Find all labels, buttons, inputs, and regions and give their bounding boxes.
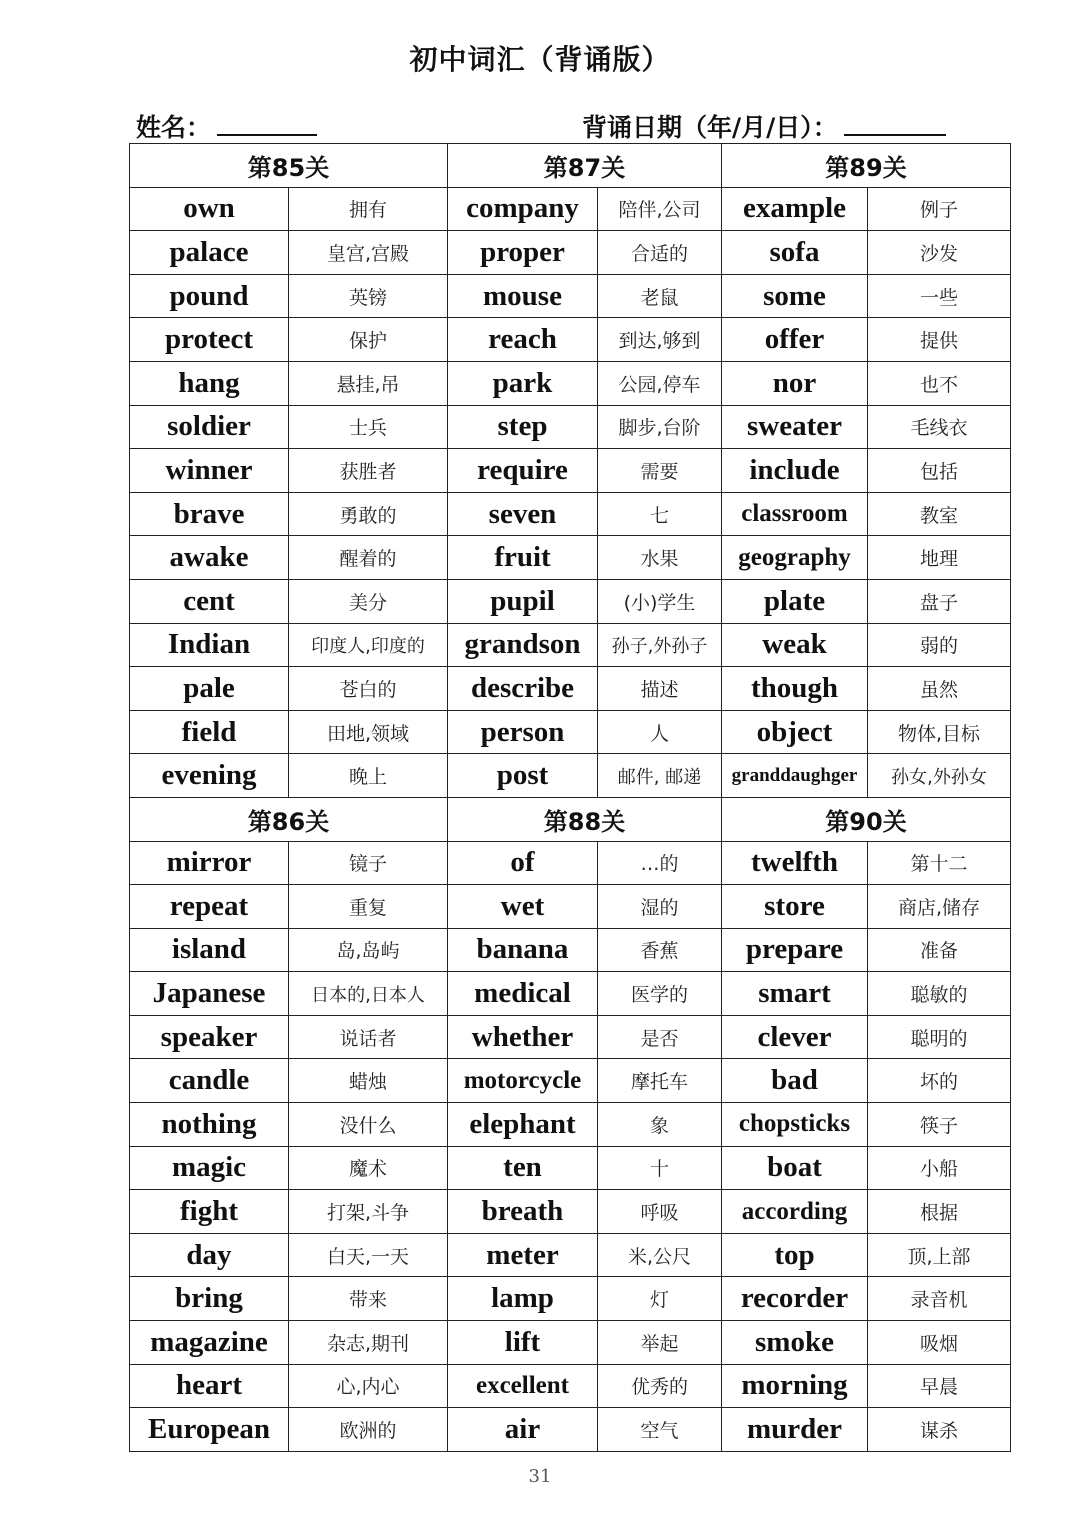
- vocab-row: [130, 754, 1011, 798]
- english-word: grandson: [448, 623, 598, 667]
- chinese-meaning: 商店,储存: [868, 885, 1011, 929]
- vocab-row: [130, 361, 1011, 405]
- english-word: object: [722, 710, 868, 754]
- vocab-row: [130, 667, 1011, 711]
- chinese-meaning: 提供: [868, 318, 1011, 362]
- chinese-meaning: 优秀的: [598, 1364, 722, 1408]
- vocab-row: [130, 492, 1011, 536]
- chinese-meaning: 湿的: [598, 885, 722, 929]
- chinese-meaning: 医学的: [598, 972, 722, 1016]
- chinese-meaning: 岛,岛屿: [289, 928, 448, 972]
- chinese-meaning: 田地,领域: [289, 710, 448, 754]
- chinese-meaning: 谋杀: [868, 1408, 1011, 1452]
- chinese-meaning: 保护: [289, 318, 448, 362]
- english-word: boat: [722, 1146, 868, 1190]
- chinese-meaning: 魔术: [289, 1146, 448, 1190]
- chinese-meaning: 没什么: [289, 1103, 448, 1147]
- chinese-meaning: 第十二: [868, 841, 1011, 885]
- chinese-meaning: 也不: [868, 361, 1011, 405]
- page-title: 初中词汇（背诵版）: [409, 43, 671, 76]
- english-word: heart: [130, 1364, 289, 1408]
- english-word: palace: [130, 231, 289, 275]
- chinese-meaning: 公园,停车: [598, 361, 722, 405]
- english-word: park: [448, 361, 598, 405]
- vocab-row: [130, 318, 1011, 362]
- vocab-row: [130, 1103, 1011, 1147]
- chinese-meaning: 弱的: [868, 623, 1011, 667]
- english-word: soldier: [130, 405, 289, 449]
- english-word: island: [130, 928, 289, 972]
- chinese-meaning: 早晨: [868, 1364, 1011, 1408]
- chinese-meaning: (小)学生: [598, 579, 722, 623]
- english-word: breath: [448, 1190, 598, 1234]
- vocab-row: [130, 1015, 1011, 1059]
- english-word: clever: [722, 1015, 868, 1059]
- english-word: granddaughger: [722, 754, 868, 798]
- english-word: winner: [130, 449, 289, 493]
- name-field: [136, 108, 317, 144]
- english-word: weak: [722, 623, 868, 667]
- vocab-row: [130, 1233, 1011, 1277]
- english-word: lamp: [448, 1277, 598, 1321]
- date-blank[interactable]: [844, 133, 946, 136]
- chinese-meaning: 苍白的: [289, 667, 448, 711]
- english-word: fruit: [448, 536, 598, 580]
- vocab-row: [130, 536, 1011, 580]
- english-word: some: [722, 274, 868, 318]
- english-word: motorcycle: [448, 1059, 598, 1103]
- chinese-meaning: 白天,一天: [289, 1233, 448, 1277]
- vocab-row: [130, 231, 1011, 275]
- vocab-row: [130, 885, 1011, 929]
- english-word: geography: [722, 536, 868, 580]
- name-label: 姓名：: [136, 113, 212, 142]
- chinese-meaning: 聪明的: [868, 1015, 1011, 1059]
- vocab-row: [130, 1190, 1011, 1234]
- vocab-row: [130, 972, 1011, 1016]
- english-word: company: [448, 187, 598, 231]
- english-word: cent: [130, 579, 289, 623]
- chinese-meaning: 蜡烛: [289, 1059, 448, 1103]
- chinese-meaning: 摩托车: [598, 1059, 722, 1103]
- english-word: according: [722, 1190, 868, 1234]
- english-word: magazine: [130, 1321, 289, 1365]
- chinese-meaning: 录音机: [868, 1277, 1011, 1321]
- chinese-meaning: 印度人,印度的: [289, 623, 448, 667]
- chinese-meaning: 地理: [868, 536, 1011, 580]
- english-word: recorder: [722, 1277, 868, 1321]
- level-header: 第89关: [722, 144, 1011, 188]
- english-word: magic: [130, 1146, 289, 1190]
- english-word: whether: [448, 1015, 598, 1059]
- chinese-meaning: 十: [598, 1146, 722, 1190]
- english-word: of: [448, 841, 598, 885]
- chinese-meaning: 空气: [598, 1408, 722, 1452]
- chinese-meaning: 例子: [868, 187, 1011, 231]
- english-word: proper: [448, 231, 598, 275]
- level-header: 第86关: [130, 797, 448, 841]
- chinese-meaning: 呼吸: [598, 1190, 722, 1234]
- chinese-meaning: 需要: [598, 449, 722, 493]
- vocab-row: [130, 1059, 1011, 1103]
- chinese-meaning: 物体,目标: [868, 710, 1011, 754]
- english-word: require: [448, 449, 598, 493]
- chinese-meaning: 虽然: [868, 667, 1011, 711]
- chinese-meaning: 美分: [289, 579, 448, 623]
- chinese-meaning: 醒着的: [289, 536, 448, 580]
- chinese-meaning: 人: [598, 710, 722, 754]
- chinese-meaning: 教室: [868, 492, 1011, 536]
- english-word: pupil: [448, 579, 598, 623]
- english-word: sweater: [722, 405, 868, 449]
- english-word: own: [130, 187, 289, 231]
- english-word: fight: [130, 1190, 289, 1234]
- english-word: murder: [722, 1408, 868, 1452]
- chinese-meaning: 是否: [598, 1015, 722, 1059]
- english-word: plate: [722, 579, 868, 623]
- english-word: lift: [448, 1321, 598, 1365]
- chinese-meaning: 灯: [598, 1277, 722, 1321]
- english-word: speaker: [130, 1015, 289, 1059]
- english-word: excellent: [448, 1364, 598, 1408]
- chinese-meaning: 沙发: [868, 231, 1011, 275]
- english-word: European: [130, 1408, 289, 1452]
- chinese-meaning: 皇宫,宫殿: [289, 231, 448, 275]
- chinese-meaning: 镜子: [289, 841, 448, 885]
- name-blank[interactable]: [217, 133, 317, 136]
- date-field: [582, 108, 946, 144]
- english-word: awake: [130, 536, 289, 580]
- chinese-meaning: 小船: [868, 1146, 1011, 1190]
- vocab-row: [130, 405, 1011, 449]
- chinese-meaning: 根据: [868, 1190, 1011, 1234]
- chinese-meaning: 脚步,台阶: [598, 405, 722, 449]
- vocabulary-table-body: [130, 144, 1011, 1452]
- english-word: twelfth: [722, 841, 868, 885]
- english-word: brave: [130, 492, 289, 536]
- english-word: smart: [722, 972, 868, 1016]
- chinese-meaning: 日本的,日本人: [289, 972, 448, 1016]
- english-word: meter: [448, 1233, 598, 1277]
- english-word: smoke: [722, 1321, 868, 1365]
- english-word: top: [722, 1233, 868, 1277]
- vocab-row: [130, 1277, 1011, 1321]
- chinese-meaning: 拥有: [289, 187, 448, 231]
- english-word: bad: [722, 1059, 868, 1103]
- chinese-meaning: 悬挂,吊: [289, 361, 448, 405]
- level-header-row: [130, 144, 1011, 188]
- chinese-meaning: 筷子: [868, 1103, 1011, 1147]
- vocab-row: [130, 1408, 1011, 1452]
- vocab-row: [130, 579, 1011, 623]
- vocab-row: [130, 623, 1011, 667]
- chinese-meaning: 孙子,外孙子: [598, 623, 722, 667]
- chinese-meaning: 香蕉: [598, 928, 722, 972]
- chinese-meaning: 水果: [598, 536, 722, 580]
- english-word: seven: [448, 492, 598, 536]
- english-word: pale: [130, 667, 289, 711]
- chinese-meaning: 聪敏的: [868, 972, 1011, 1016]
- english-word: bring: [130, 1277, 289, 1321]
- english-word: morning: [722, 1364, 868, 1408]
- chinese-meaning: 到达,够到: [598, 318, 722, 362]
- english-word: include: [722, 449, 868, 493]
- chinese-meaning: 合适的: [598, 231, 722, 275]
- english-word: prepare: [722, 928, 868, 972]
- chinese-meaning: 士兵: [289, 405, 448, 449]
- english-word: though: [722, 667, 868, 711]
- english-word: sofa: [722, 231, 868, 275]
- english-word: day: [130, 1233, 289, 1277]
- vocab-row: [130, 928, 1011, 972]
- vocab-row: [130, 274, 1011, 318]
- chinese-meaning: 盘子: [868, 579, 1011, 623]
- english-word: Japanese: [130, 972, 289, 1016]
- english-word: describe: [448, 667, 598, 711]
- english-word: medical: [448, 972, 598, 1016]
- chinese-meaning: 打架,斗争: [289, 1190, 448, 1234]
- english-word: hang: [130, 361, 289, 405]
- chinese-meaning: 欧洲的: [289, 1408, 448, 1452]
- chinese-meaning: 象: [598, 1103, 722, 1147]
- english-word: classroom: [722, 492, 868, 536]
- english-word: person: [448, 710, 598, 754]
- chinese-meaning: 顶,上部: [868, 1233, 1011, 1277]
- english-word: offer: [722, 318, 868, 362]
- english-word: repeat: [130, 885, 289, 929]
- vocab-row: [130, 449, 1011, 493]
- level-header: 第85关: [130, 144, 448, 188]
- chinese-meaning: 孙女,外孙女: [868, 754, 1011, 798]
- chinese-meaning: 一些: [868, 274, 1011, 318]
- level-header: 第88关: [448, 797, 722, 841]
- vocab-row: [130, 1146, 1011, 1190]
- english-word: protect: [130, 318, 289, 362]
- english-word: mouse: [448, 274, 598, 318]
- english-word: reach: [448, 318, 598, 362]
- english-word: chopsticks: [722, 1103, 868, 1147]
- chinese-meaning: 老鼠: [598, 274, 722, 318]
- chinese-meaning: 坏的: [868, 1059, 1011, 1103]
- chinese-meaning: 获胜者: [289, 449, 448, 493]
- chinese-meaning: 陪伴,公司: [598, 187, 722, 231]
- date-label: 背诵日期（年/月/日）：: [582, 113, 838, 142]
- chinese-meaning: 毛线衣: [868, 405, 1011, 449]
- chinese-meaning: …的: [598, 841, 722, 885]
- english-word: post: [448, 754, 598, 798]
- chinese-meaning: 说话者: [289, 1015, 448, 1059]
- chinese-meaning: 邮件, 邮递: [598, 754, 722, 798]
- chinese-meaning: 吸烟: [868, 1321, 1011, 1365]
- english-word: store: [722, 885, 868, 929]
- level-header: 第90关: [722, 797, 1011, 841]
- english-word: field: [130, 710, 289, 754]
- english-word: ten: [448, 1146, 598, 1190]
- chinese-meaning: 举起: [598, 1321, 722, 1365]
- chinese-meaning: 英镑: [289, 274, 448, 318]
- english-word: mirror: [130, 841, 289, 885]
- english-word: nothing: [130, 1103, 289, 1147]
- vocab-row: [130, 841, 1011, 885]
- english-word: banana: [448, 928, 598, 972]
- english-word: elephant: [448, 1103, 598, 1147]
- chinese-meaning: 包括: [868, 449, 1011, 493]
- vocabulary-table: [129, 143, 1011, 1452]
- vocab-row: [130, 1321, 1011, 1365]
- chinese-meaning: 带来: [289, 1277, 448, 1321]
- chinese-meaning: 准备: [868, 928, 1011, 972]
- level-header: 第87关: [448, 144, 722, 188]
- english-word: nor: [722, 361, 868, 405]
- chinese-meaning: 米,公尺: [598, 1233, 722, 1277]
- english-word: step: [448, 405, 598, 449]
- chinese-meaning: 重复: [289, 885, 448, 929]
- english-word: air: [448, 1408, 598, 1452]
- english-word: Indian: [130, 623, 289, 667]
- chinese-meaning: 七: [598, 492, 722, 536]
- english-word: example: [722, 187, 868, 231]
- english-word: evening: [130, 754, 289, 798]
- level-header-row: [130, 797, 1011, 841]
- english-word: wet: [448, 885, 598, 929]
- chinese-meaning: 勇敢的: [289, 492, 448, 536]
- chinese-meaning: 晚上: [289, 754, 448, 798]
- chinese-meaning: 描述: [598, 667, 722, 711]
- page-number: 31: [528, 1466, 552, 1487]
- vocab-row: [130, 187, 1011, 231]
- chinese-meaning: 心,内心: [289, 1364, 448, 1408]
- english-word: pound: [130, 274, 289, 318]
- vocab-row: [130, 710, 1011, 754]
- vocab-row: [130, 1364, 1011, 1408]
- english-word: candle: [130, 1059, 289, 1103]
- chinese-meaning: 杂志,期刊: [289, 1321, 448, 1365]
